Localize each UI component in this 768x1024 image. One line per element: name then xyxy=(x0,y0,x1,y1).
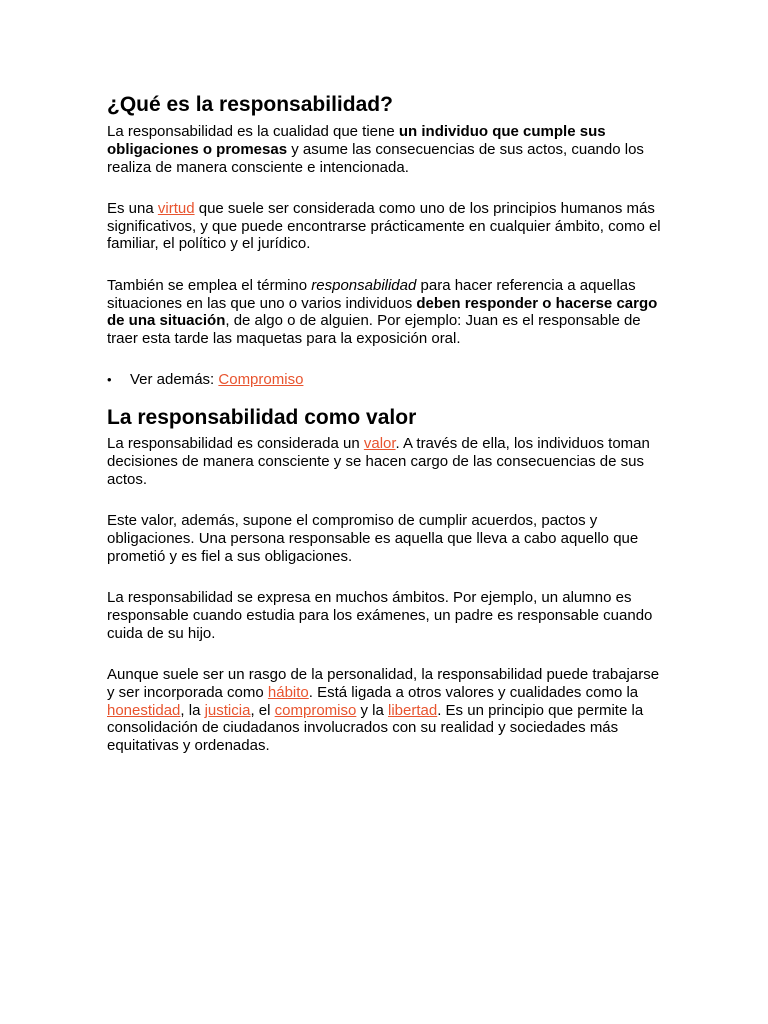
text-span: . Está ligada a otros valores y cualidades como la xyxy=(308,683,639,701)
link-honestidad[interactable]: honestidad xyxy=(107,701,181,719)
see-also-list xyxy=(107,371,667,389)
paragraph-definition xyxy=(107,123,667,176)
link-habito[interactable]: hábito xyxy=(267,683,309,701)
bold-text: un individuo que cumple sus obligaciones o promesas xyxy=(107,123,606,158)
text-span: para hacer referencia a aquellas situaciones en las que uno o varios individuos xyxy=(107,276,636,312)
link-justicia[interactable]: justicia xyxy=(204,701,251,719)
paragraph-virtue xyxy=(107,200,667,253)
text-span: . Es un principio que permite la consolidación de ciudadanos involucrados con su realidad y sociedades más equitativas y ordenadas. xyxy=(107,701,644,755)
text-span: , el xyxy=(250,701,275,719)
link-valor[interactable]: valor xyxy=(363,435,396,453)
link-compromiso-see-also[interactable]: Compromiso xyxy=(218,371,304,389)
section-heading-value: La responsabilidad como valor xyxy=(107,406,417,430)
text-span: . A través de ella, los individuos toman decisiones de manera consciente y se hacen cargo de las consecuencias de sus actos. xyxy=(107,435,650,488)
link-libertad[interactable]: libertad xyxy=(388,701,438,719)
paragraph-value xyxy=(107,435,667,488)
paragraph-commitment xyxy=(107,512,667,565)
see-also-label: Ver además: xyxy=(130,371,219,389)
bold-text: deben responder o hacerse cargo de una situación xyxy=(107,294,658,330)
text-span: que suele ser considerada como uno de los principios humanos más significativos, y que puede encontrarse prácticamente en cualquier ámbito, como el familiar, el político y el jurídico. xyxy=(107,199,661,253)
paragraph-habit xyxy=(107,666,667,755)
paragraph-areas xyxy=(107,589,667,642)
text-span: Este valor, además, supone el compromiso de cumplir acuerdos, pactos y obligaciones. Una persona responsable es aquella que lleva a cabo aquello que prometió y es fiel a sus obligaciones. xyxy=(107,512,639,565)
section-heading-what-is: ¿Qué es la responsabilidad? xyxy=(107,93,393,116)
text-span: , de algo o de alguien. Por ejemplo: Juan es el responsable de traer esta tarde las maquetas para la exposición oral. xyxy=(107,312,641,348)
text-span: y la xyxy=(356,701,389,719)
text-span: La responsabilidad es la cualidad que tiene xyxy=(107,123,399,140)
link-virtud[interactable]: virtud xyxy=(157,199,195,217)
text-span: También se emplea el término xyxy=(107,276,312,294)
text-span: , la xyxy=(180,701,205,719)
bullet-icon: • xyxy=(107,372,112,388)
document-page xyxy=(107,90,667,778)
paragraph-term-usage xyxy=(107,277,667,348)
text-span: Es una xyxy=(107,199,158,217)
link-compromiso[interactable]: compromiso xyxy=(274,701,357,719)
see-also-item xyxy=(107,371,667,389)
text-span: La responsabilidad es considerada un xyxy=(107,435,364,453)
text-span: y asume las consecuencias de sus actos, cuando los realiza de manera consciente e intencionada. xyxy=(107,140,644,176)
italic-text: responsabilidad xyxy=(311,276,417,294)
text-span: La responsabilidad se expresa en muchos ámbitos. Por ejemplo, un alumno es responsable cuando estudia para los exámenes, un padre es responsable cuando cuida de su hijo. xyxy=(107,589,653,642)
text-span: Aunque suele ser un rasgo de la personalidad, la responsabilidad puede trabajarse y ser incorporada como xyxy=(107,665,660,701)
